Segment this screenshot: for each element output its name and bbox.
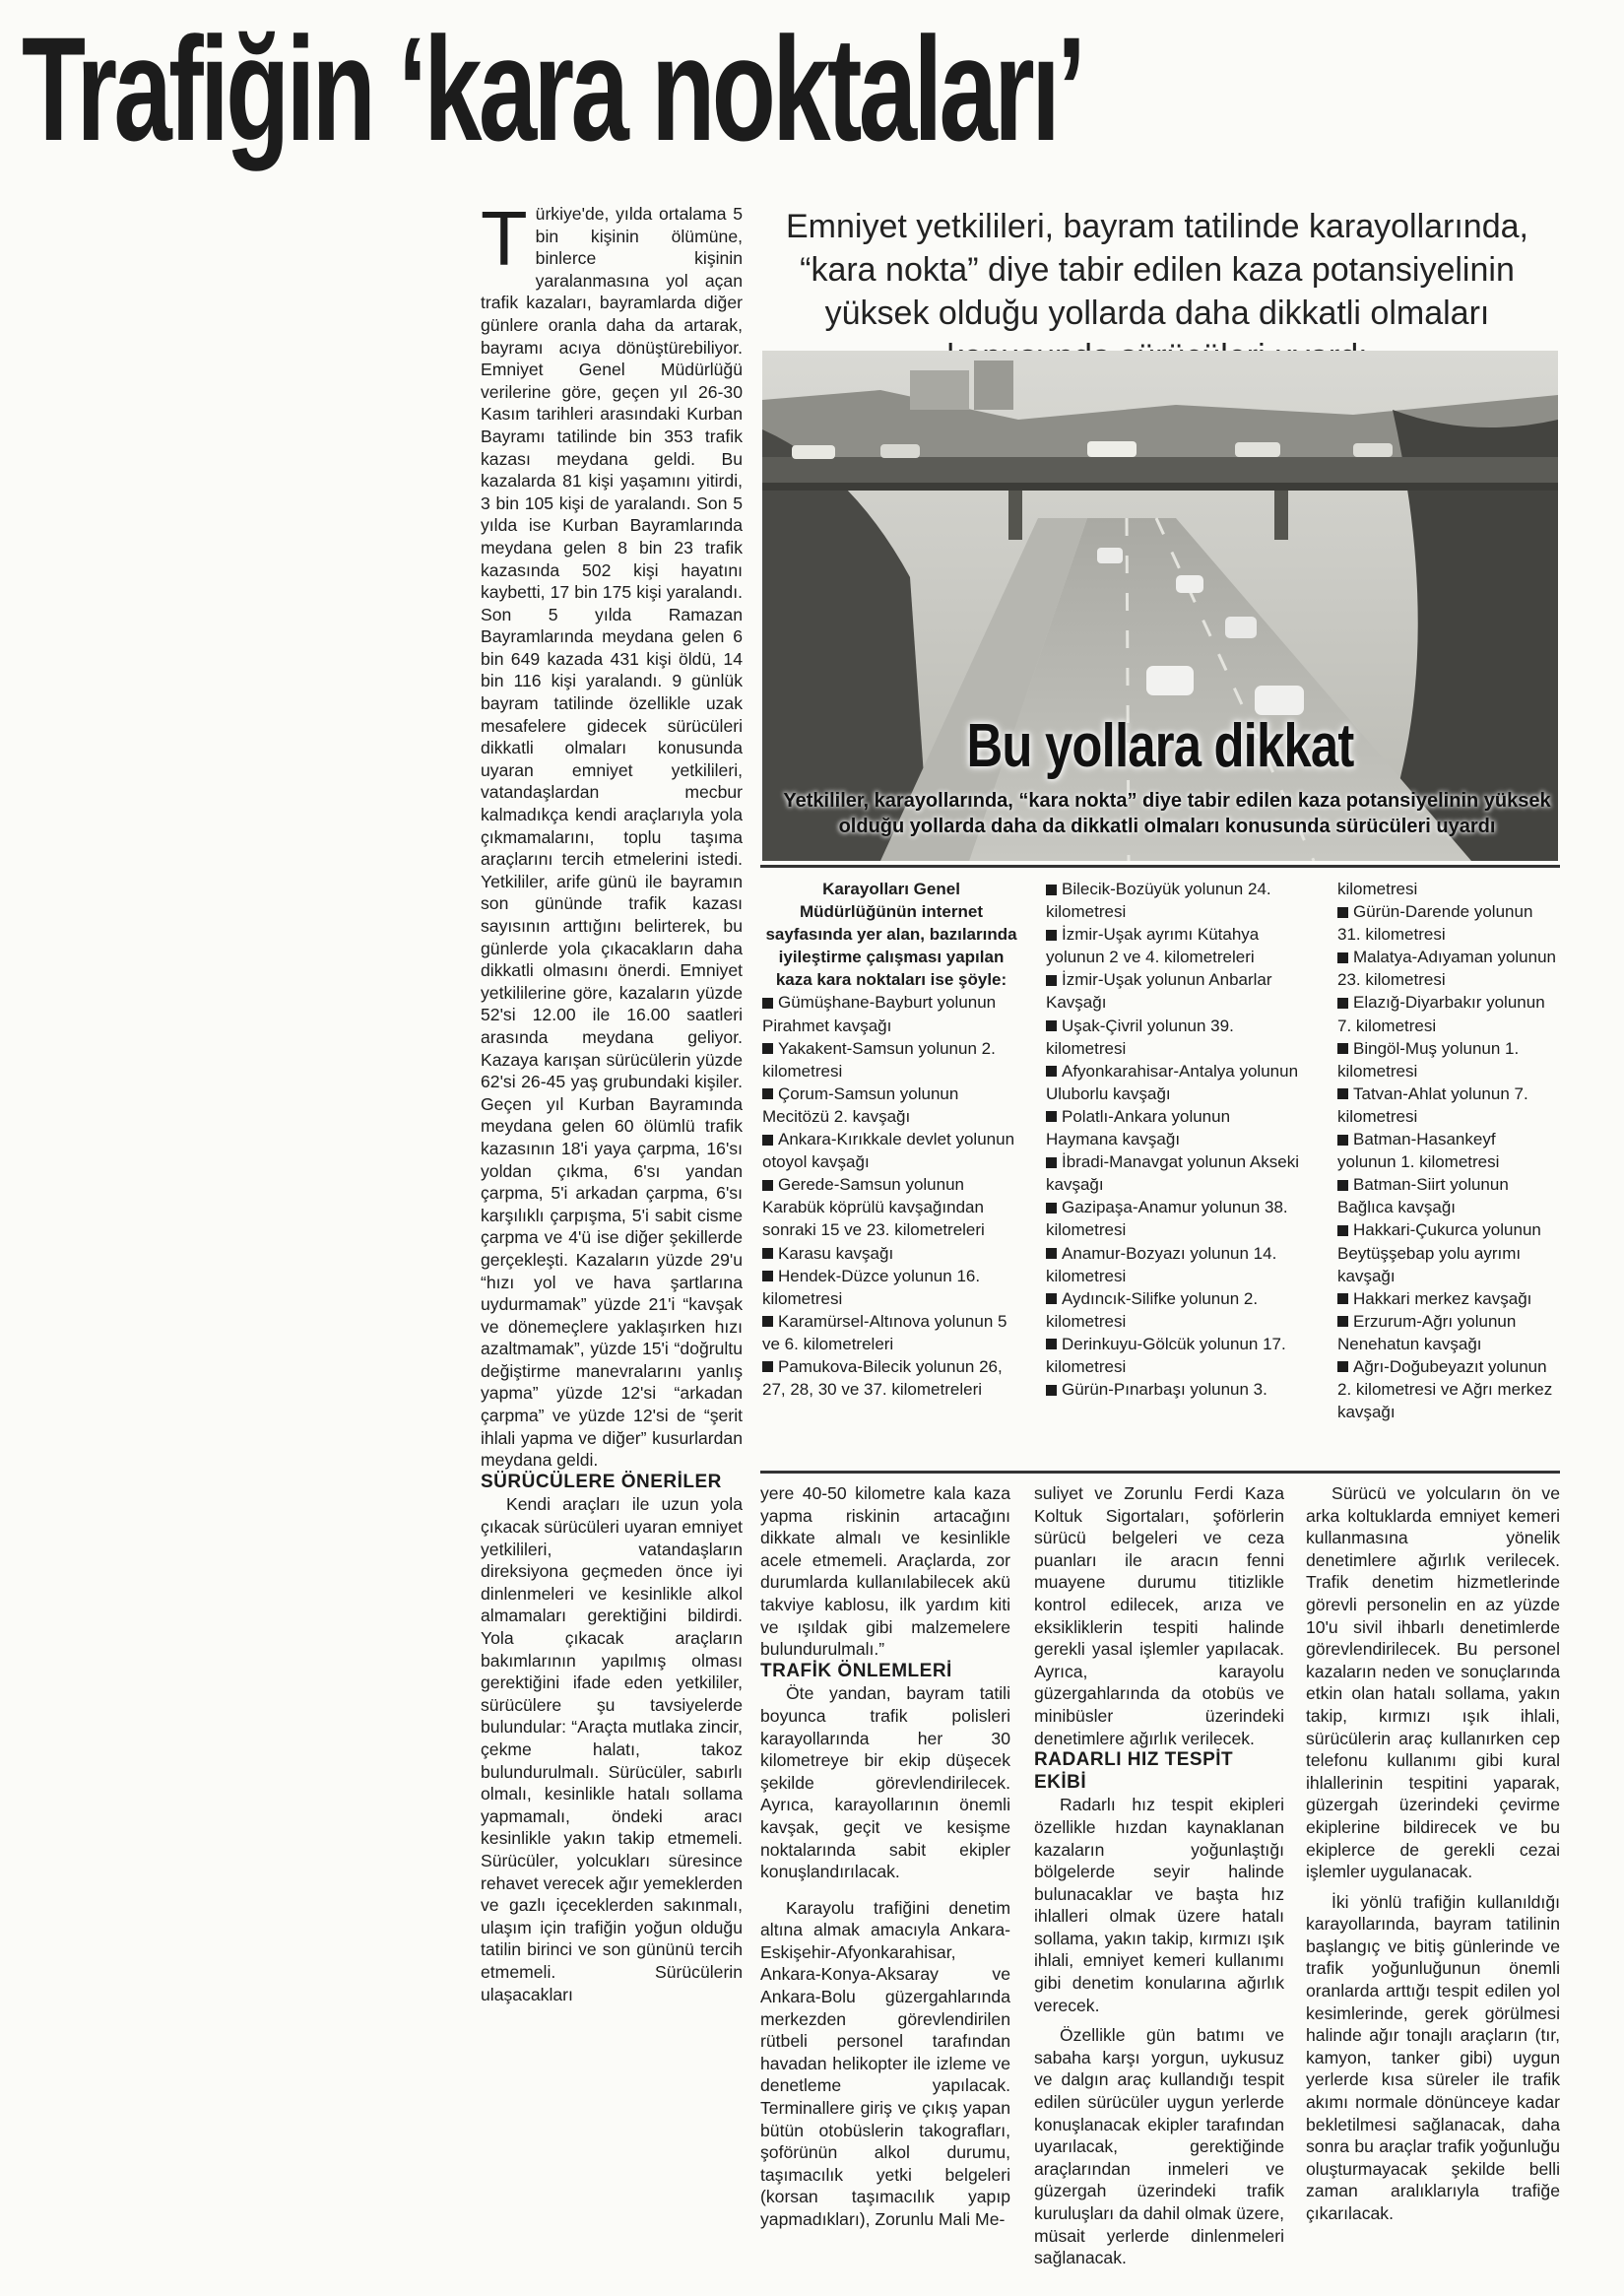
bullet-square-icon: [1337, 1043, 1348, 1054]
black-spot-text: Aydıncık-Silifke yolunun 2. kilometresi: [1046, 1288, 1259, 1331]
black-spot-item: [1046, 1060, 1304, 1105]
black-spot-text: Afyonkarahisar-Antalya yolunun Uluborlu kavşağı: [1046, 1061, 1299, 1103]
bullet-square-icon: [1337, 907, 1348, 918]
bullet-square-icon: [762, 1088, 773, 1099]
bullet-square-icon: [1046, 1248, 1057, 1259]
black-spot-text: Batman-Siirt yolunun Bağlıca kavşağı: [1337, 1175, 1509, 1217]
column-2: [760, 1482, 1010, 2231]
black-spot-text: İzmir-Uşak ayrımı Kütahya yolunun 2 ve 4. kilometreleri: [1046, 925, 1260, 967]
bullet-square-icon: [1046, 885, 1057, 895]
bullet-square-icon: [1046, 975, 1057, 986]
black-spot-item: [762, 1037, 1020, 1082]
black-spot-item: [762, 1355, 1020, 1401]
bullet-square-icon: [762, 1316, 773, 1327]
black-spot-text: Ankara-Kırıkkale devlet yolunun otoyol kavşağı: [762, 1130, 1015, 1172]
black-spot-item: [1337, 900, 1556, 946]
bullet-square-icon: [1337, 952, 1348, 963]
black-spot-text: Derinkuyu-Gölcük yolunun 17. kilometresi: [1046, 1334, 1286, 1376]
col4-paragraph-1: Sürücü ve yolcuların ön ve arka koltuklarda emniyet kemeri kullanmasına yönelik denetimlere ağırlık verilecek. Trafik denetim hizmetlerinde görevli personelin en az yüzde 10'u sivil ihbarlı denetimlerde görevlendirilecek. Bu personel kazaların neden ve sonuçlarında etkin olan hatalı sollama, yakın takip, kırmızı ışık ihlali, sürücülerin araç kullanırken cep telefonu kullanımı gibi kural ihlallerinin tespitini yaparak, güzergah üzerindeki çevirme ekiplerine bildirecek ve bu ekiplerce de gerekli cezai işlemler uygulanacak.: [1306, 1483, 1560, 1882]
col3-paragraph-1: suliyet ve Zorunlu Ferdi Kaza Koltuk Sigortaları, şoförlerin sürücü belgeleri ve ceza puanları ile aracın fenni muayene durumu titizlikle kontrol edilecek, arıza ve eksikliklerin tespiti halinde gerekli yasal işlemler yapılacak. Ayrıca, karayolu güzergahlarında da otobüs ve minibüsler üzerindeki denetimlere ağırlık verilecek.: [1034, 1483, 1284, 1748]
col2-paragraph-1: yere 40-50 kilometre kala kaza yapma riskinin artacağını dikkate almalı ve kesinlikle acele etmemeli. Araçlarda, zor durumlarda kullanılabilecek akü takviye kablosu, ilk yardım kiti ve ışıldak gibi malzemelere bulundurulmalı.”: [760, 1483, 1010, 1660]
black-spot-text: Gürün-Darende yolunun 31. kilometresi: [1337, 902, 1533, 945]
col1-subhead: SÜRÜCÜLERE ÖNERİLER: [481, 1471, 722, 1492]
black-spot-text: Uşak-Çivril yolunun 39. kilometresi: [1046, 1016, 1234, 1058]
bullet-square-icon: [1337, 1293, 1348, 1304]
bullet-square-icon: [1046, 1385, 1057, 1396]
col2-paragraph-2: Öte yandan, bayram tatili boyunca trafik polisleri karayollarında her 30 kilometreye bir ekip düşecek şekilde görevlendirilecek. Ayrıca, karayollarının önemli kavşak, geçit ve kesişme noktalarında sabit ekipler konuşlandırılacak.: [760, 1683, 1010, 1882]
bullet-square-icon: [762, 1271, 773, 1281]
black-spot-item: [1337, 1287, 1556, 1310]
col2-subhead: TRAFİK ÖNLEMLERİ: [760, 1660, 952, 1681]
column-1: [481, 195, 743, 2005]
black-spot-item: [1046, 1333, 1304, 1378]
box-intro: Karayolları Genel Müdürlüğünün internet sayfasında yer alan, bazılarında iyileştirme çalışması yapılan kaza kara noktaları ise şöyle:: [765, 880, 1017, 990]
bullet-square-icon: [1046, 1203, 1057, 1214]
black-spot-item: [1046, 1287, 1304, 1333]
bullet-square-icon: [1046, 1339, 1057, 1349]
black-spot-item: [762, 1128, 1020, 1173]
lead-paragraph: Emniyet yetkilileri, bayram tatilinde karayollarında, “kara nokta” diye tabir edilen kaza potansiyelinin yüksek olduğu yollarda daha dikkatli olmaları: [786, 208, 1528, 332]
col1-paragraph-2: Kendi araçları ile uzun yola çıkacak sürücüleri uyaran emniyet yetkilileri, vatandaşların direksiyona geçmeden önce iyi dinlenmeleri ve kesinlikle alkol almamaları gerektiğini bildirdi. Yola çıkacak araçların bakımlarının yapılmış olması gerektiğini ifade eden yetkililer, sürücülere şu tavsiyelerde bulundular: “Araçta mutlaka zincir, çekme halatı, takoz bulundurulmalı. Sürücüler, sabırlı olmalı, kesinlikle hatalı sollama yapmamalı, öndeki aracı kesinlikle yakın takip etmemeli. Sürücüler, yolcukları süresince rehavet verecek ağır yemeklerden ve gazlı içeceklerden sakınmalı, ulaşım için trafiğin yoğun olduğu tatilin birinci ve son gününü tercih etmemeli. Sürücülerin ulaşacakları: [481, 1494, 743, 2004]
bullet-square-icon: [762, 1361, 773, 1372]
black-spot-item: [762, 991, 1020, 1036]
black-spot-item: [1337, 1128, 1556, 1173]
box-list-1: [762, 991, 1020, 1401]
black-spot-text: Gazipaşa-Anamur yolunun 38. kilometresi: [1046, 1198, 1288, 1240]
box-col3-lead: kilometresi: [1337, 880, 1418, 898]
bullet-square-icon: [1046, 1111, 1057, 1122]
black-spot-item: [1337, 1355, 1556, 1423]
black-spot-item: [1046, 923, 1304, 968]
box-list-2: [1046, 878, 1304, 1401]
photo-caption: Yetkililer, karayollarında, “kara nokta” diye tabir edilen kaza potansiyelinin yüksek olduğu yollarda daha da dikkatli olmaları konusunda sürücüleri uyardı: [783, 790, 1551, 837]
highway-photo: [762, 351, 1558, 861]
bullet-square-icon: [1046, 930, 1057, 941]
black-spot-item: [1337, 1218, 1556, 1286]
black-spot-text: Hendek-Düzce yolunun 16. kilometresi: [762, 1266, 981, 1308]
bullet-square-icon: [1046, 1157, 1057, 1168]
col2-paragraph-3: Karayolu trafiğini denetim altına almak amacıyla Ankara-Eskişehir-Afyonkarahisar, Ankara-Konya-Aksaray ve Ankara-Bolu güzergahlarında merkezden görevlendirilen rütbeli personel tarafından havadan helikopter ile izleme ve denetleme yapılacak. Terminallere giriş ve çıkış yapan bütün otobüslerin takografları, şoförünün alkol durumu, taşımacılık yetki belgeleri (korsan taşımacılık yapıp yapmadıkları), Zorunlu Mali Me-: [760, 1897, 1010, 2229]
black-spot-text: Bingöl-Muş yolunun 1. kilometresi: [1337, 1038, 1520, 1081]
black-spot-item: [1046, 1105, 1304, 1150]
black-spot-item: [1046, 968, 1304, 1014]
bullet-square-icon: [1046, 1293, 1057, 1304]
black-spot-text: Karasu kavşağı: [778, 1243, 894, 1263]
black-spot-item: [1337, 1037, 1556, 1082]
black-spot-text: Elazığ-Diyarbakır yolunun 7. kilometresi: [1337, 993, 1545, 1035]
black-spot-text: Bilecik-Bozüyük yolunun 24. kilometresi: [1046, 880, 1271, 922]
black-spot-text: Polatlı-Ankara yolunun Haymana kavşağı: [1046, 1106, 1231, 1149]
black-spot-text: Malatya-Adıyaman yolunun 23. kilometresi: [1337, 948, 1557, 990]
black-spot-item: [1337, 1173, 1556, 1218]
bullet-square-icon: [762, 1135, 773, 1146]
bullet-square-icon: [1337, 1135, 1348, 1146]
bullet-square-icon: [1337, 1225, 1348, 1236]
black-spot-text: Batman-Hasankeyf yolunun 1. kilometresi: [1337, 1130, 1500, 1172]
box-list-3: [1337, 900, 1556, 1423]
black-spot-text: Yakakent-Samsun yolunun 2. kilometresi: [762, 1038, 996, 1081]
black-spot-item: [1337, 946, 1556, 991]
black-spot-text: Karamürsel-Altınova yolunun 5 ve 6. kilometreleri: [762, 1311, 1007, 1353]
black-spot-item: [762, 1242, 1020, 1265]
black-spot-text: Gerede-Samsun yolunun Karabük köprülü kavşağından sonraki 15 ve 23. kilometreleri: [762, 1175, 985, 1240]
bullet-square-icon: [762, 1180, 773, 1191]
black-spot-text: Hakkari merkez kavşağı: [1353, 1288, 1532, 1308]
black-spot-text: Pamukova-Bilecik yolunun 26, 27, 28, 30 ve 37. kilometreleri: [762, 1356, 1003, 1400]
black-spot-text: İzmir-Uşak yolunun Anbarlar Kavşağı: [1046, 970, 1272, 1013]
col4-paragraph-2: İki yönlü trafiğin kullanıldığı karayollarında, bayram tatilinin başlangıç ve bitiş günlerinde ve trafik yoğunluğunun önemli oranlarda arttığı tespit edilen yol kesimlerinde, gerek görülmesi halinde ağır tonajlı araçların (tır, kamyon, tanker gibi) uygun yerlerde kısa süreler ile trafik akımı normale dönünceye kadar bekletilmesi sağlanacak, daha sonra bu araçlar trafik yoğunluğu oluşturmayacak şekilde belli zaman aralıklarıyla trafiğe çıkarılacak.: [1306, 1891, 1560, 2223]
bullet-square-icon: [1337, 1088, 1348, 1099]
black-spot-text: Gürün-Pınarbaşı yolunun 3.: [1062, 1380, 1267, 1400]
black-spot-item: [1337, 991, 1556, 1036]
black-spot-item: [1046, 1378, 1304, 1401]
black-spot-item: [1337, 1082, 1556, 1128]
col1-paragraph-1: ürkiye'de, yılda ortalama 5 bin kişinin ölümüne, binlerce kişinin yaralanmasına yol açan trafik kazaları, bayramlarda diğer günlere oranla daha da artarak, bayramı acıya dönüştürebiliyor. Emniyet Genel Müdürlüğü verilerine göre, geçen yıl 26-30 Kasım tarihleri arasındaki Kurban Bayramı tatilinde bin 353 trafik kazası meydana geldi. Bu kazalarda 81 kişi yaşamını yitirdi, 3 bin 105 kişi de yaralandı. Son 5 yılda ise Kurban Bayramlarında meydana gelen 8 bin 23 trafik kazasında 502 kişi hayatını kaybetti, 17 bin 175 kişi yaralandı. Son 5 yılda Ramazan Bayramlarında meydana gelen 6 bin 649 kazada 431 kişi öldü, 14 bin 116 kişi yaralandı. 9 günlük bayram tatilinde özellikle uzak mesafelere gidecek sürücüleri dikkatli olmaları konusunda uyaran emniyet yetkilileri, vatandaşlardan mecbur kalmadıkça kendi araçlarıyla yola çıkmamalarını, toplu taşıma araçlarını tercih etmelerini istedi. Yetkililer, arife günü ile bayramın son gününde trafik kazası sayısının arttığını belirterek, bu günlerde yola çıkacakların daha dikkatli olmasını önerdi. Emniyet yetkililerine göre, kazaların yüzde 52'si 12.00 ile 16.00 saatleri arasında meydana geliyor. Kazaya karışan sürücülerin yüzde 62'si 26-45 yaş grubundaki kişiler. Geçen yıl Kurban Bayramında meydana gelen 60 ölümlü trafik kazasının 18'i yaya çarpma, 16'sı yoldan çıkma, 6'sı yandan çarpma, 5'i arkadan çarpma, 6'sı karşılıklı çarpışma, 5'i sabit cisme çarpma ve 4'ü ise diğer şekillerde gerçekleşti. Kazaların yüzde 29'u “hızı yol ve hava şartlarına uydurmamak” yüzde 21'i “kavşak ve dönemeçlere yaklaşırken hızı azaltmamak”, yüzde 15'i “doğrultu değiştirme manevralarını yanlış yapma” yüzde 12'si “arkadan çarpma” ve yüzde 12'si de “şerit ihlali yapma ve diğer” kusurlardan meydana geldi.: [481, 204, 743, 1471]
bullet-square-icon: [1337, 1180, 1348, 1191]
black-spot-text: Ağrı-Doğubeyazıt yolunun 2. kilometresi ve Ağrı merkez kavşağı: [1337, 1356, 1553, 1422]
bullet-square-icon: [762, 1248, 773, 1259]
black-spot-item: [762, 1082, 1020, 1128]
column-3: [1034, 1482, 1284, 2269]
bullet-square-icon: [1046, 1066, 1057, 1077]
box-column-3: [1337, 878, 1556, 1423]
black-spots-box: [760, 865, 1560, 1474]
box-column-2: [1046, 878, 1304, 1401]
black-spot-item: [1046, 1015, 1304, 1060]
bullet-square-icon: [1337, 998, 1348, 1009]
black-spot-text: Çorum-Samsun yolunun Mecitözü 2. kavşağı: [762, 1083, 959, 1126]
headline: Trafiğin ‘kara noktaları’: [22, 6, 1083, 171]
black-spot-text: Tatvan-Ahlat yolunun 7. kilometresi: [1337, 1083, 1528, 1126]
black-spot-text: Hakkari-Çukurca yolunun Beytüşşebap yolu ayrımı kavşağı: [1337, 1220, 1541, 1285]
bullet-square-icon: [1337, 1361, 1348, 1372]
bullet-square-icon: [1046, 1020, 1057, 1031]
black-spot-item: [762, 1310, 1020, 1355]
black-spot-text: Gümüşhane-Bayburt yolunun Pirahmet kavşağı: [762, 993, 997, 1035]
drop-cap: T: [481, 195, 528, 282]
black-spot-item: [1337, 1310, 1556, 1355]
black-spot-text: Anamur-Bozyazı yolunun 14. kilometresi: [1046, 1243, 1277, 1285]
bullet-square-icon: [762, 1043, 773, 1054]
box-column-1: [762, 878, 1020, 1401]
black-spot-item: [762, 1173, 1020, 1241]
bullet-square-icon: [762, 998, 773, 1009]
column-4: [1306, 1482, 1560, 2225]
col3-subhead: RADARLI HIZ TESPİT EKİBİ: [1034, 1749, 1234, 1793]
black-spot-item: [1046, 1150, 1304, 1196]
black-spot-item: [762, 1265, 1020, 1310]
black-spot-item: [1046, 878, 1304, 923]
bullet-square-icon: [1337, 1316, 1348, 1327]
col3-paragraph-3: Özellikle gün batımı ve sabaha karşı yorgun, uykusuz ve dalgın araç kullandığı tespit edilen sürücüler uygun yerlerde konuşlanacak ekipler tarafından uyarılacak, gerektiğinde araçlarından inmeleri ve güzergah üzerindeki trafik kuruluşları da dahil olmak üzere, müsait yerlerde dinlenmeleri sağlanacak.: [1034, 2025, 1284, 2268]
photo-title: Bu yollara dikkat: [966, 712, 1354, 780]
black-spot-item: [1046, 1196, 1304, 1241]
black-spot-item: [1046, 1242, 1304, 1287]
black-spot-text: İbradi-Manavgat yolunun Akseki kavşağı: [1046, 1152, 1299, 1195]
col3-paragraph-2: Radarlı hız tespit ekipleri özellikle hızdan kaynaklanan kazaların yoğunlaştığı bölgelerde seyir halinde bulunacaklar ve başta hız ihlalleri olmak üzere hatalı sollama, yakın takip, kırmızı ışık ihlali, emniyet kemeri kullanımı gibi denetim konularına ağırlık verecek.: [1034, 1795, 1284, 2015]
black-spot-text: Erzurum-Ağrı yolunun Nenehatun kavşağı: [1337, 1311, 1517, 1353]
